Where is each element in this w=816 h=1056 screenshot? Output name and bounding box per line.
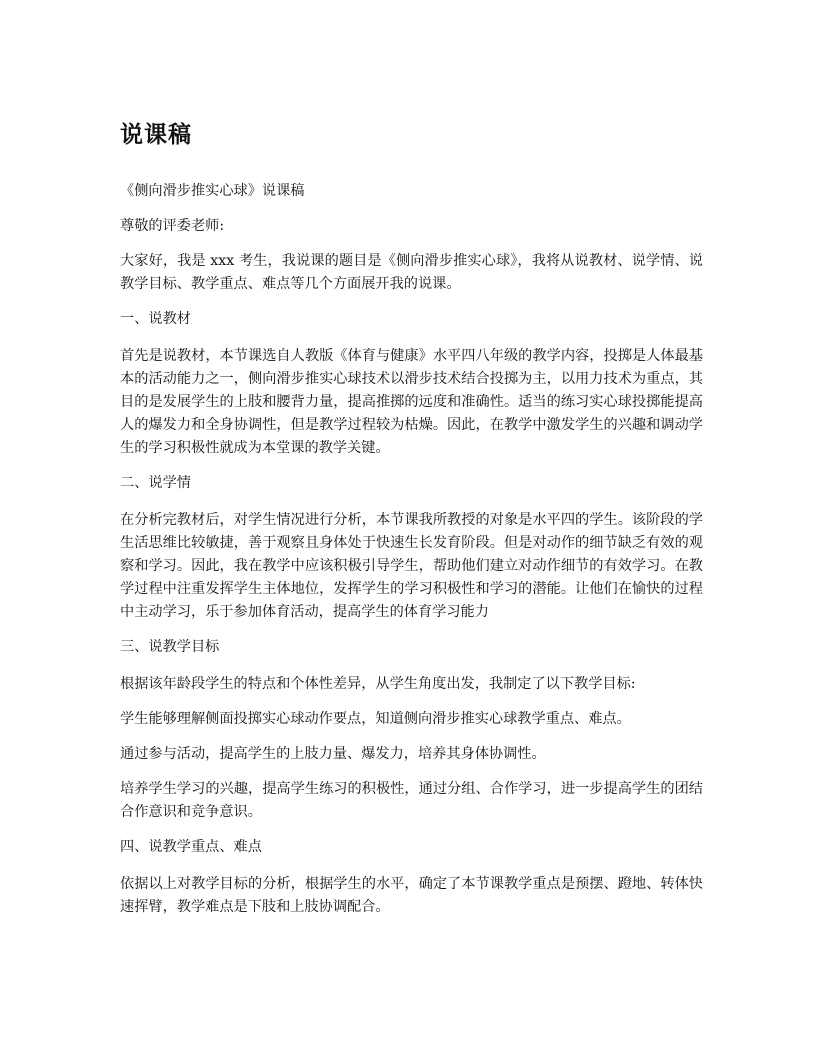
objective-item: 学生能够理解侧面投掷实心球动作要点，知道侧向滑步推实心球教学重点、难点。 bbox=[120, 711, 631, 727]
section-heading-objectives: 三、说教学目标 bbox=[120, 639, 220, 655]
page-title: 说课稿 bbox=[120, 122, 192, 148]
section-heading-students: 二、说学情 bbox=[120, 475, 191, 491]
lesson-title: 《侧向滑步推实心球》说课稿 bbox=[120, 183, 305, 199]
objective-item: 培养学生学习的兴趣，提高学生练习的积极性，通过分组、合作学习，进一步提高学生的团结合作意识和竞争意识。 bbox=[120, 781, 703, 820]
objective-item: 通过参与活动，提高学生的上肢力量、爆发力，培养其身体协调性。 bbox=[120, 746, 546, 762]
salutation: 尊敬的评委老师: bbox=[120, 218, 225, 234]
key-points-paragraph: 依据以上对教学目标的分析，根据学生的水平，确定了本节课教学重点是预摆、蹬地、转体快速挥臂，教学难点是下肢和上肢协调配合。 bbox=[120, 876, 703, 915]
intro-paragraph: 大家好，我是 xxx 考生，我说课的题目是《侧向滑步推实心球》，我将从说教材、说学情、说教学目标、教学重点、难点等几个方面展开我的说课。 bbox=[120, 253, 703, 292]
document-body bbox=[120, 118, 703, 931]
section-heading-key-points: 四、说教学重点、难点 bbox=[120, 839, 262, 855]
section-heading-textbook: 一、说教材 bbox=[120, 311, 191, 327]
objectives-intro: 根据该年龄段学生的特点和个体性差异，从学生角度出发，我制定了以下教学目标: bbox=[120, 676, 636, 692]
textbook-paragraph: 首先是说教材，本节课选自人教版《体育与健康》水平四八年级的教学内容，投掷是人体最基本的活动能力之一，侧向滑步推实心球技术以滑步技术结合投掷为主，以用力技术为重点，其目的是发展学生的上肢和腰背力量，提高推掷的远度和准确性。适当的练习实心球投掷能提高人的爆发力和全身协调性，但是教学过程较为枯燥。因此，在教学中激发学生的兴趣和调动学生的学习积极性就成为本堂课的教学关键。 bbox=[120, 348, 703, 456]
students-paragraph: 在分析完教材后，对学生情况进行分析，本节课我所教授的对象是水平四的学生。该阶段的学生活思维比较敏捷，善于观察且身体处于快速生长发育阶段。但是对动作的细节缺乏有效的观察和学习。因此，我在教学中应该积极引导学生，帮助他们建立对动作细节的有效学习。在教学过程中注重发挥学生主体地位，发挥学生的学习积极性和学习的潜能。让他们在愉快的过程中主动学习，乐于参加体育活动，提高学生的体育学习能力 bbox=[120, 512, 703, 620]
